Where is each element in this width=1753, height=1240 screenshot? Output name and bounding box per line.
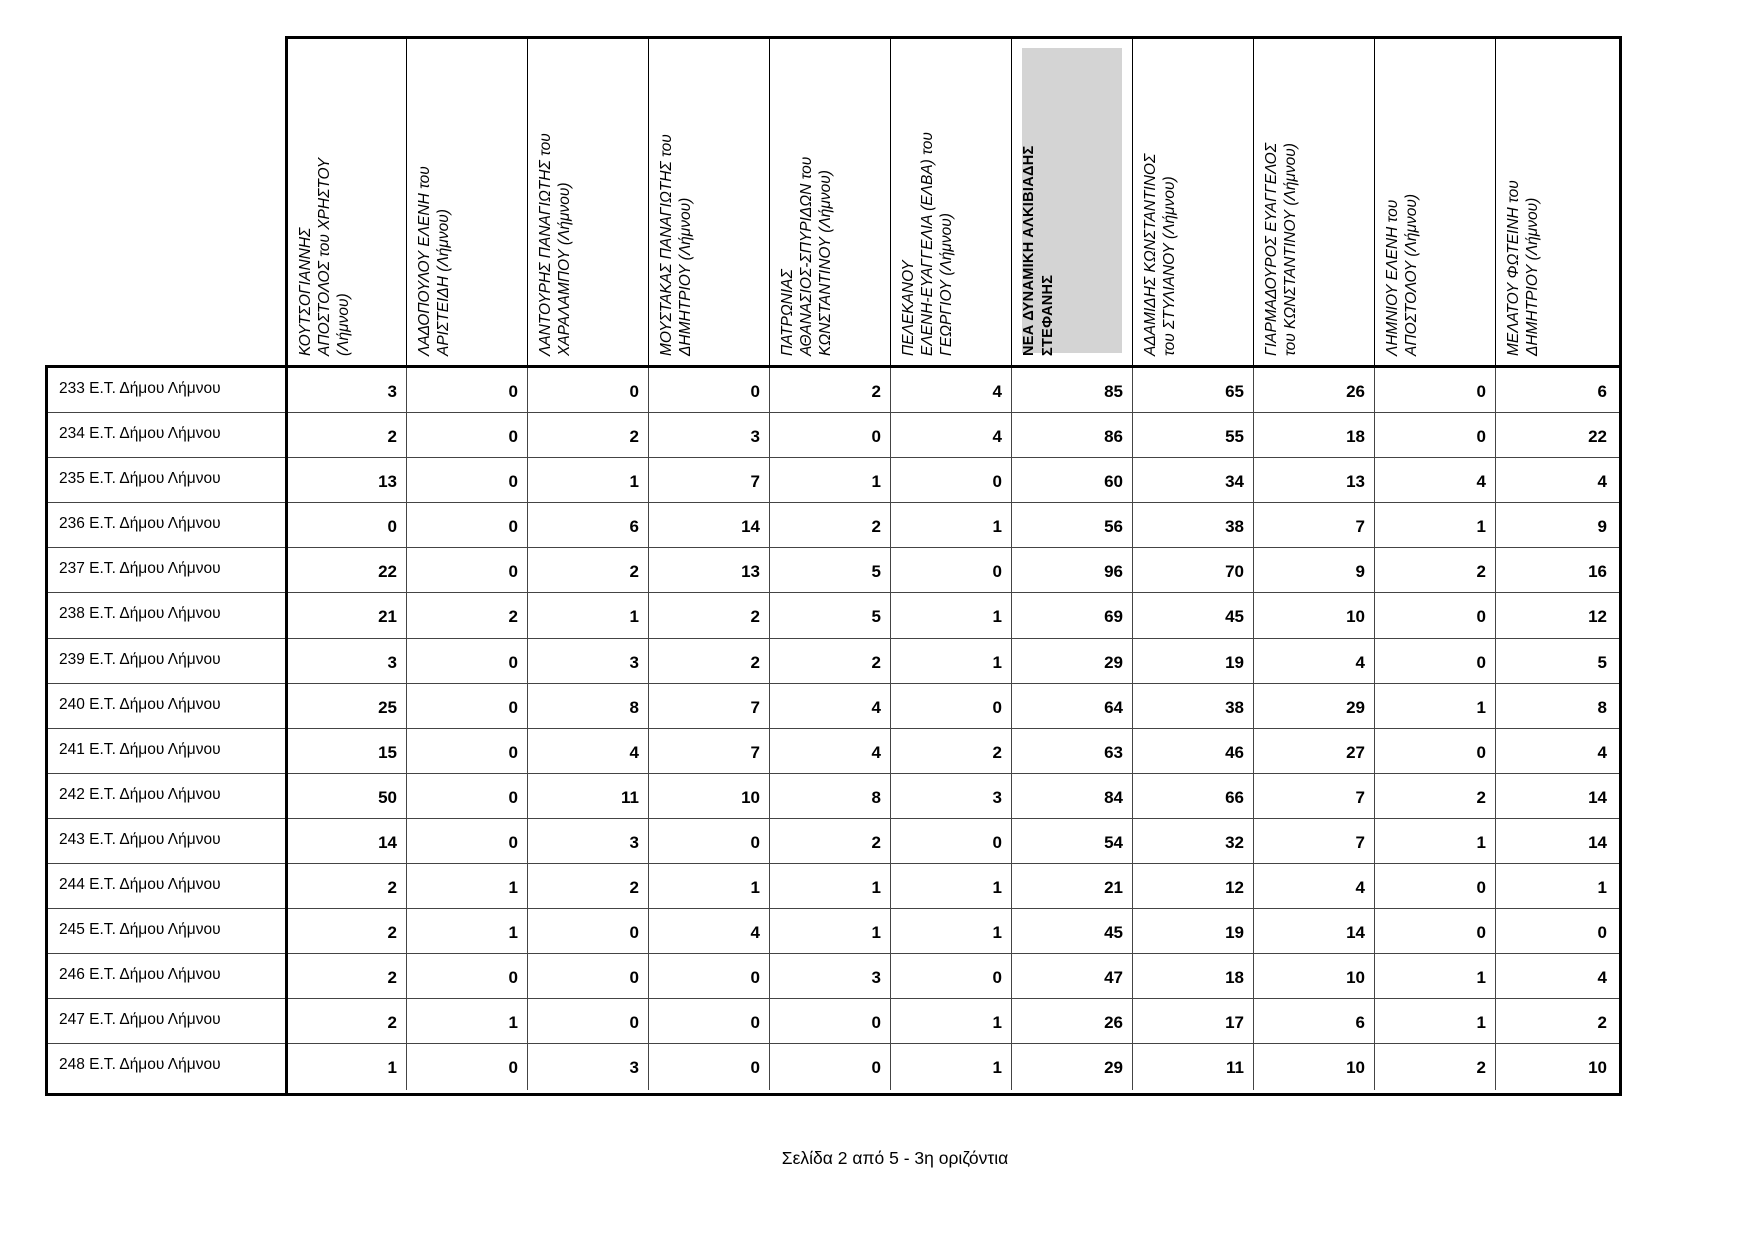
table-row bbox=[45, 548, 1622, 593]
vote-count-cell: 2 bbox=[1374, 548, 1495, 592]
candidate-name-line: του ΣΤΥΛΙΑΝΟΥ (Λήμνου) bbox=[1161, 176, 1178, 356]
vote-count-cell: 3 bbox=[890, 774, 1011, 818]
vote-count-cell: 0 bbox=[406, 368, 527, 412]
candidate-name bbox=[657, 56, 694, 356]
polling-station-name: 245 Ε.Τ. Δήμου Λήμνου bbox=[59, 921, 221, 939]
vote-count-cell: 2 bbox=[648, 593, 769, 637]
vote-count-cell: 0 bbox=[1374, 413, 1495, 457]
candidate-name-line: ΜΟΥΣΤΑΚΑΣ ΠΑΝΑΓΙΩΤΗΣ του bbox=[658, 134, 675, 356]
candidate-name-line: ΠΕΛΕΚΑΝΟΥ bbox=[900, 260, 917, 356]
table-row bbox=[45, 729, 1622, 774]
vote-count-cell: 7 bbox=[648, 458, 769, 502]
table-row bbox=[45, 413, 1622, 458]
vote-count-cell: 3 bbox=[527, 639, 648, 683]
vote-count-cell: 60 bbox=[1011, 458, 1132, 502]
vote-count-cell: 3 bbox=[769, 954, 890, 998]
vote-count-cell: 38 bbox=[1132, 684, 1253, 728]
header-corner-empty bbox=[45, 36, 285, 367]
vote-count-cell: 0 bbox=[527, 954, 648, 998]
vote-count-cell: 21 bbox=[1011, 864, 1132, 908]
vote-count-cell: 34 bbox=[1132, 458, 1253, 502]
vote-count-cell: 1 bbox=[1374, 503, 1495, 547]
vote-count-cell: 3 bbox=[527, 1044, 648, 1089]
vote-count-cell: 45 bbox=[1132, 593, 1253, 637]
candidate-name-line: ΕΛΕΝΗ-ΕΥΑΓΓΕΛΙΑ (ΕΛΒΑ) του bbox=[919, 132, 936, 356]
vote-count-cell: 7 bbox=[648, 684, 769, 728]
candidate-name-line: ΚΟΥΤΣΟΓΙΑΝΝΗΣ bbox=[297, 227, 314, 356]
candidate-name-line: ΛΑΔΟΠΟΥΛΟΥ ΕΛΕΝΗ του bbox=[416, 166, 433, 356]
candidate-header-10 bbox=[1374, 36, 1495, 367]
candidate-header-1 bbox=[285, 36, 406, 367]
vote-count-cell: 2 bbox=[769, 639, 890, 683]
vote-count-cell: 4 bbox=[890, 368, 1011, 412]
polling-station-name: 243 Ε.Τ. Δήμου Λήμνου bbox=[59, 830, 221, 848]
table-row bbox=[45, 774, 1622, 819]
vote-count-cell: 0 bbox=[769, 1044, 890, 1089]
candidate-name bbox=[1383, 56, 1420, 356]
candidate-name bbox=[1262, 56, 1299, 356]
vote-count-cell: 64 bbox=[1011, 684, 1132, 728]
vote-count-cell: 19 bbox=[1132, 909, 1253, 953]
table-row bbox=[45, 819, 1622, 864]
vote-count-cell: 1 bbox=[1495, 864, 1616, 908]
vote-count-cell: 1 bbox=[890, 503, 1011, 547]
table-row bbox=[45, 684, 1622, 729]
vote-count-cell: 3 bbox=[527, 819, 648, 863]
table-row bbox=[45, 593, 1622, 638]
vote-count-cell: 1 bbox=[1374, 819, 1495, 863]
vote-count-cell: 45 bbox=[1011, 909, 1132, 953]
candidate-header-4 bbox=[648, 36, 769, 367]
vote-count-cell: 66 bbox=[1132, 774, 1253, 818]
vote-count-cell: 47 bbox=[1011, 954, 1132, 998]
vote-count-cell: 4 bbox=[527, 729, 648, 773]
vote-count-cell: 0 bbox=[890, 458, 1011, 502]
candidate-name-line: ΑΡΙΣΤΕΙΔΗ (Λήμνου) bbox=[435, 209, 452, 356]
vote-count-cell: 2 bbox=[1495, 999, 1616, 1043]
candidate-header-8 bbox=[1132, 36, 1253, 367]
vote-count-cell: 0 bbox=[1374, 909, 1495, 953]
vote-count-cell: 0 bbox=[1374, 639, 1495, 683]
candidate-name-line: (Λήμνου) bbox=[335, 293, 352, 356]
vote-count-cell: 1 bbox=[406, 999, 527, 1043]
vote-count-cell: 7 bbox=[1253, 503, 1374, 547]
vote-count-cell: 1 bbox=[769, 458, 890, 502]
vote-count-cell: 1 bbox=[890, 593, 1011, 637]
vote-count-cell: 2 bbox=[1374, 1044, 1495, 1089]
vote-count-cell: 0 bbox=[387, 517, 397, 537]
vote-count-cell: 15 bbox=[378, 742, 397, 762]
vote-count-cell: 7 bbox=[1253, 774, 1374, 818]
vote-count-cell: 2 bbox=[387, 1013, 397, 1033]
candidate-name bbox=[1020, 56, 1056, 356]
vote-count-cell: 12 bbox=[1132, 864, 1253, 908]
vote-count-cell: 17 bbox=[1132, 999, 1253, 1043]
vote-count-cell: 3 bbox=[648, 413, 769, 457]
vote-count-cell: 63 bbox=[1011, 729, 1132, 773]
polling-station-name: 246 Ε.Τ. Δήμου Λήμνου bbox=[59, 966, 221, 984]
vote-count-cell: 1 bbox=[527, 458, 648, 502]
vote-count-cell: 1 bbox=[1374, 954, 1495, 998]
polling-station-name: 238 Ε.Τ. Δήμου Λήμνου bbox=[59, 605, 221, 623]
vote-count-cell: 0 bbox=[406, 819, 527, 863]
vote-count-cell: 10 bbox=[1253, 593, 1374, 637]
vote-count-cell: 8 bbox=[527, 684, 648, 728]
vote-count-cell: 0 bbox=[527, 999, 648, 1043]
vote-count-cell: 5 bbox=[769, 548, 890, 592]
vote-count-cell: 14 bbox=[1495, 774, 1616, 818]
vote-count-cell: 6 bbox=[527, 503, 648, 547]
vote-count-cell: 4 bbox=[648, 909, 769, 953]
vote-count-cell: 0 bbox=[406, 639, 527, 683]
vote-count-cell: 2 bbox=[890, 729, 1011, 773]
vote-count-cell: 1 bbox=[648, 864, 769, 908]
vote-count-cell: 55 bbox=[1132, 413, 1253, 457]
candidate-header-3 bbox=[527, 36, 648, 367]
vote-count-cell: 11 bbox=[1132, 1044, 1253, 1089]
vote-count-cell: 11 bbox=[527, 774, 648, 818]
table-row bbox=[45, 909, 1622, 954]
vote-count-cell: 1 bbox=[890, 909, 1011, 953]
candidate-name-line: ΠΑΤΡΩΝΙΑΣ bbox=[779, 269, 796, 356]
polling-station-name: 233 Ε.Τ. Δήμου Λήμνου bbox=[59, 380, 221, 397]
candidate-name bbox=[296, 56, 352, 356]
vote-count-cell: 9 bbox=[1253, 548, 1374, 592]
vote-count-cell: 0 bbox=[406, 413, 527, 457]
vote-count-cell: 2 bbox=[387, 968, 397, 988]
vote-count-cell: 1 bbox=[769, 864, 890, 908]
vote-count-cell: 29 bbox=[1253, 684, 1374, 728]
vote-count-cell: 13 bbox=[1253, 458, 1374, 502]
vote-count-cell: 0 bbox=[890, 819, 1011, 863]
vote-count-cell: 4 bbox=[769, 729, 890, 773]
vote-count-cell: 2 bbox=[1374, 774, 1495, 818]
vote-count-cell: 19 bbox=[1132, 639, 1253, 683]
vote-count-cell: 54 bbox=[1011, 819, 1132, 863]
vote-count-cell: 1 bbox=[387, 1058, 397, 1078]
table-row bbox=[45, 954, 1622, 999]
candidate-name-line: ΑΘΑΝΑΣΙΟΣ-ΣΠΥΡΙΔΩΝ του bbox=[798, 156, 815, 356]
vote-count-cell: 6 bbox=[1253, 999, 1374, 1043]
vote-count-cell: 1 bbox=[890, 639, 1011, 683]
vote-count-cell: 0 bbox=[890, 954, 1011, 998]
candidate-name bbox=[415, 56, 452, 356]
vote-count-cell: 26 bbox=[1253, 368, 1374, 412]
polling-station-name: 248 Ε.Τ. Δήμου Λήμνου bbox=[59, 1056, 221, 1074]
vote-count-cell: 0 bbox=[890, 548, 1011, 592]
vote-count-cell: 4 bbox=[1253, 864, 1374, 908]
candidate-name-line: του ΚΩΝΣΤΑΝΤΙΝΟΥ (Λήμνου) bbox=[1282, 143, 1299, 356]
polling-station-name: 242 Ε.Τ. Δήμου Λήμνου bbox=[59, 785, 221, 803]
candidate-name-line: ΑΠΟΣΤΟΛΟΣ του ΧΡΗΣΤΟΥ bbox=[316, 157, 333, 356]
vote-count-cell: 2 bbox=[387, 878, 397, 898]
vote-count-cell: 14 bbox=[1495, 819, 1616, 863]
vote-count-cell: 1 bbox=[890, 1044, 1011, 1089]
vote-count-cell: 0 bbox=[648, 368, 769, 412]
vote-count-cell: 50 bbox=[378, 787, 397, 807]
vote-count-cell: 3 bbox=[387, 382, 397, 401]
vote-count-cell: 0 bbox=[406, 684, 527, 728]
polling-station-name: 234 Ε.Τ. Δήμου Λήμνου bbox=[59, 425, 221, 443]
vote-count-cell: 7 bbox=[1253, 819, 1374, 863]
table-row bbox=[45, 458, 1622, 503]
vote-count-cell: 29 bbox=[1011, 1044, 1132, 1089]
candidate-header-11 bbox=[1495, 36, 1616, 367]
vote-count-cell: 14 bbox=[1253, 909, 1374, 953]
vote-count-cell: 70 bbox=[1132, 548, 1253, 592]
vote-count-cell: 86 bbox=[1011, 413, 1132, 457]
candidate-name bbox=[536, 56, 573, 356]
vote-count-cell: 9 bbox=[1495, 503, 1616, 547]
polling-station-name: 244 Ε.Τ. Δήμου Λήμνου bbox=[59, 876, 221, 894]
vote-count-cell: 0 bbox=[648, 999, 769, 1043]
candidate-name-line: ΚΩΝΣΤΑΝΤΙΝΟΥ (Λήμνου) bbox=[817, 170, 834, 356]
table-row bbox=[45, 999, 1622, 1044]
candidate-header-9 bbox=[1253, 36, 1374, 367]
vote-count-cell: 29 bbox=[1011, 639, 1132, 683]
vote-count-cell: 0 bbox=[406, 729, 527, 773]
vote-count-cell: 4 bbox=[1495, 729, 1616, 773]
vote-count-cell: 56 bbox=[1011, 503, 1132, 547]
table-row bbox=[45, 1044, 1622, 1089]
vote-count-cell: 27 bbox=[1253, 729, 1374, 773]
vote-count-cell: 22 bbox=[1495, 413, 1616, 457]
candidate-name bbox=[778, 56, 834, 356]
vote-count-cell: 0 bbox=[890, 684, 1011, 728]
polling-station-name: 235 Ε.Τ. Δήμου Λήμνου bbox=[59, 470, 221, 488]
candidate-name-line: ΛΑΝΤΟΥΡΗΣ ΠΑΝΑΓΙΩΤΗΣ του bbox=[537, 133, 554, 356]
vote-count-cell: 10 bbox=[1253, 954, 1374, 998]
candidate-name-line: ΔΗΜΗΤΡΙΟΥ (Λήμνου) bbox=[677, 197, 694, 356]
vote-count-cell: 3 bbox=[387, 652, 397, 672]
vote-count-cell: 2 bbox=[527, 413, 648, 457]
vote-count-cell: 26 bbox=[1011, 999, 1132, 1043]
vote-count-cell: 1 bbox=[406, 864, 527, 908]
vote-count-cell: 1 bbox=[890, 864, 1011, 908]
candidate-name-line: ΑΔΑΜΙΔΗΣ ΚΩΝΣΤΑΝΤΙΝΟΣ bbox=[1142, 153, 1159, 356]
vote-count-cell: 4 bbox=[1253, 639, 1374, 683]
vote-count-cell: 1 bbox=[1374, 684, 1495, 728]
vote-count-cell: 0 bbox=[1374, 864, 1495, 908]
vote-count-cell: 2 bbox=[387, 923, 397, 943]
candidate-header-7 bbox=[1011, 36, 1132, 367]
vote-count-cell: 5 bbox=[769, 593, 890, 637]
vote-count-cell: 85 bbox=[1011, 368, 1132, 412]
candidate-name-line: ΧΑΡΑΛΑΜΠΟΥ (Λήμνου) bbox=[556, 182, 573, 356]
vote-count-cell: 1 bbox=[769, 909, 890, 953]
vote-count-cell: 4 bbox=[890, 413, 1011, 457]
vote-count-cell: 0 bbox=[769, 413, 890, 457]
vote-count-cell: 1 bbox=[406, 909, 527, 953]
vote-count-cell: 2 bbox=[769, 819, 890, 863]
results-rows bbox=[45, 368, 1622, 1090]
vote-count-cell: 16 bbox=[1495, 548, 1616, 592]
polling-station-name: 240 Ε.Τ. Δήμου Λήμνου bbox=[59, 695, 221, 713]
vote-count-cell: 0 bbox=[406, 503, 527, 547]
polling-station-name: 241 Ε.Τ. Δήμου Λήμνου bbox=[59, 740, 221, 758]
candidate-name-line: ΜΕΛΑΤΟΥ ΦΩΤΕΙΝΗ του bbox=[1505, 180, 1522, 356]
vote-count-cell: 0 bbox=[527, 368, 648, 412]
vote-count-cell: 10 bbox=[648, 774, 769, 818]
polling-station-name: 247 Ε.Τ. Δήμου Λήμνου bbox=[59, 1011, 221, 1029]
candidate-name-line: ΝΕΑ ΔΥΝΑΜΙΚΗ ΑΛΚΙΒΙΑΔΗΣ bbox=[1021, 145, 1037, 356]
vote-count-cell: 2 bbox=[527, 548, 648, 592]
vote-count-cell: 14 bbox=[648, 503, 769, 547]
candidate-header-5 bbox=[769, 36, 890, 367]
vote-count-cell: 0 bbox=[406, 458, 527, 502]
vote-count-cell: 7 bbox=[648, 729, 769, 773]
vote-count-cell: 4 bbox=[769, 684, 890, 728]
vote-count-cell: 2 bbox=[406, 593, 527, 637]
candidate-name bbox=[899, 56, 955, 356]
vote-count-cell: 0 bbox=[527, 909, 648, 953]
candidate-name-line: ΓΕΩΡΓΙΟΥ (Λήμνου) bbox=[938, 213, 955, 356]
vote-count-cell: 18 bbox=[1253, 413, 1374, 457]
candidate-name bbox=[1141, 56, 1178, 356]
vote-count-cell: 4 bbox=[1495, 458, 1616, 502]
vote-count-cell: 1 bbox=[890, 999, 1011, 1043]
vote-count-cell: 0 bbox=[769, 999, 890, 1043]
vote-count-cell: 0 bbox=[406, 774, 527, 818]
vote-count-cell: 10 bbox=[1253, 1044, 1374, 1089]
vote-count-cell: 84 bbox=[1011, 774, 1132, 818]
vote-count-cell: 46 bbox=[1132, 729, 1253, 773]
vote-count-cell: 0 bbox=[406, 954, 527, 998]
polling-station-name: 237 Ε.Τ. Δήμου Λήμνου bbox=[59, 560, 221, 578]
vote-count-cell: 18 bbox=[1132, 954, 1253, 998]
candidate-header-row bbox=[45, 36, 1622, 367]
vote-count-cell: 10 bbox=[1495, 1044, 1616, 1089]
vote-count-cell: 4 bbox=[1374, 458, 1495, 502]
candidate-name-line: ΣΤΕΦΑΝΗΣ bbox=[1040, 274, 1056, 356]
vote-count-cell: 13 bbox=[378, 472, 397, 492]
vote-count-cell: 0 bbox=[406, 548, 527, 592]
vote-count-cell: 0 bbox=[1374, 729, 1495, 773]
vote-count-cell: 5 bbox=[1495, 639, 1616, 683]
candidate-name bbox=[1504, 56, 1541, 356]
candidate-name-line: ΛΗΜΝΙΟΥ ΕΛΕΝΗ του bbox=[1384, 199, 1401, 356]
candidate-name-line: ΓΙΑΡΜΑΔΟΥΡΟΣ ΕΥΑΓΓΕΛΟΣ bbox=[1263, 143, 1280, 356]
table-row bbox=[45, 368, 1622, 413]
vote-count-cell: 4 bbox=[1495, 954, 1616, 998]
vote-count-cell: 69 bbox=[1011, 593, 1132, 637]
vote-count-cell: 21 bbox=[378, 607, 397, 627]
vote-count-cell: 25 bbox=[378, 697, 397, 717]
vote-count-cell: 32 bbox=[1132, 819, 1253, 863]
vote-count-cell: 2 bbox=[387, 427, 397, 447]
polling-station-name: 236 Ε.Τ. Δήμου Λήμνου bbox=[59, 515, 221, 533]
vote-count-cell: 0 bbox=[648, 819, 769, 863]
vote-count-cell: 0 bbox=[1374, 368, 1495, 412]
vote-count-cell: 14 bbox=[378, 832, 397, 852]
polling-station-name: 239 Ε.Τ. Δήμου Λήμνου bbox=[59, 650, 221, 668]
vote-count-cell: 12 bbox=[1495, 593, 1616, 637]
table-row bbox=[45, 864, 1622, 909]
vote-count-cell: 38 bbox=[1132, 503, 1253, 547]
candidate-name-line: ΔΗΜΗΤΡΙΟΥ (Λήμνου) bbox=[1524, 197, 1541, 356]
vote-count-cell: 0 bbox=[648, 1044, 769, 1089]
vote-count-cell: 2 bbox=[769, 503, 890, 547]
vote-count-cell: 6 bbox=[1495, 368, 1616, 412]
table-row bbox=[45, 503, 1622, 548]
vote-count-cell: 0 bbox=[648, 954, 769, 998]
vote-count-cell: 1 bbox=[1374, 999, 1495, 1043]
vote-count-cell: 0 bbox=[406, 1044, 527, 1089]
vote-count-cell: 2 bbox=[527, 864, 648, 908]
vote-count-cell: 65 bbox=[1132, 368, 1253, 412]
vote-count-cell: 22 bbox=[378, 562, 397, 582]
vote-count-cell: 13 bbox=[648, 548, 769, 592]
vote-count-cell: 0 bbox=[1374, 593, 1495, 637]
vote-count-cell: 0 bbox=[1495, 909, 1616, 953]
candidate-header-2 bbox=[406, 36, 527, 367]
page-footer: Σελίδα 2 από 5 - 3η οριζόντια bbox=[781, 1148, 1009, 1168]
vote-count-cell: 96 bbox=[1011, 548, 1132, 592]
vote-count-cell: 2 bbox=[769, 368, 890, 412]
vote-count-cell: 2 bbox=[648, 639, 769, 683]
candidate-name-line: ΑΠΟΣΤΟΛΟΥ (Λήμνου) bbox=[1403, 193, 1420, 356]
vote-count-cell: 8 bbox=[1495, 684, 1616, 728]
table-row bbox=[45, 639, 1622, 684]
vote-count-cell: 1 bbox=[527, 593, 648, 637]
vote-count-cell: 8 bbox=[769, 774, 890, 818]
candidate-header-6 bbox=[890, 36, 1011, 367]
